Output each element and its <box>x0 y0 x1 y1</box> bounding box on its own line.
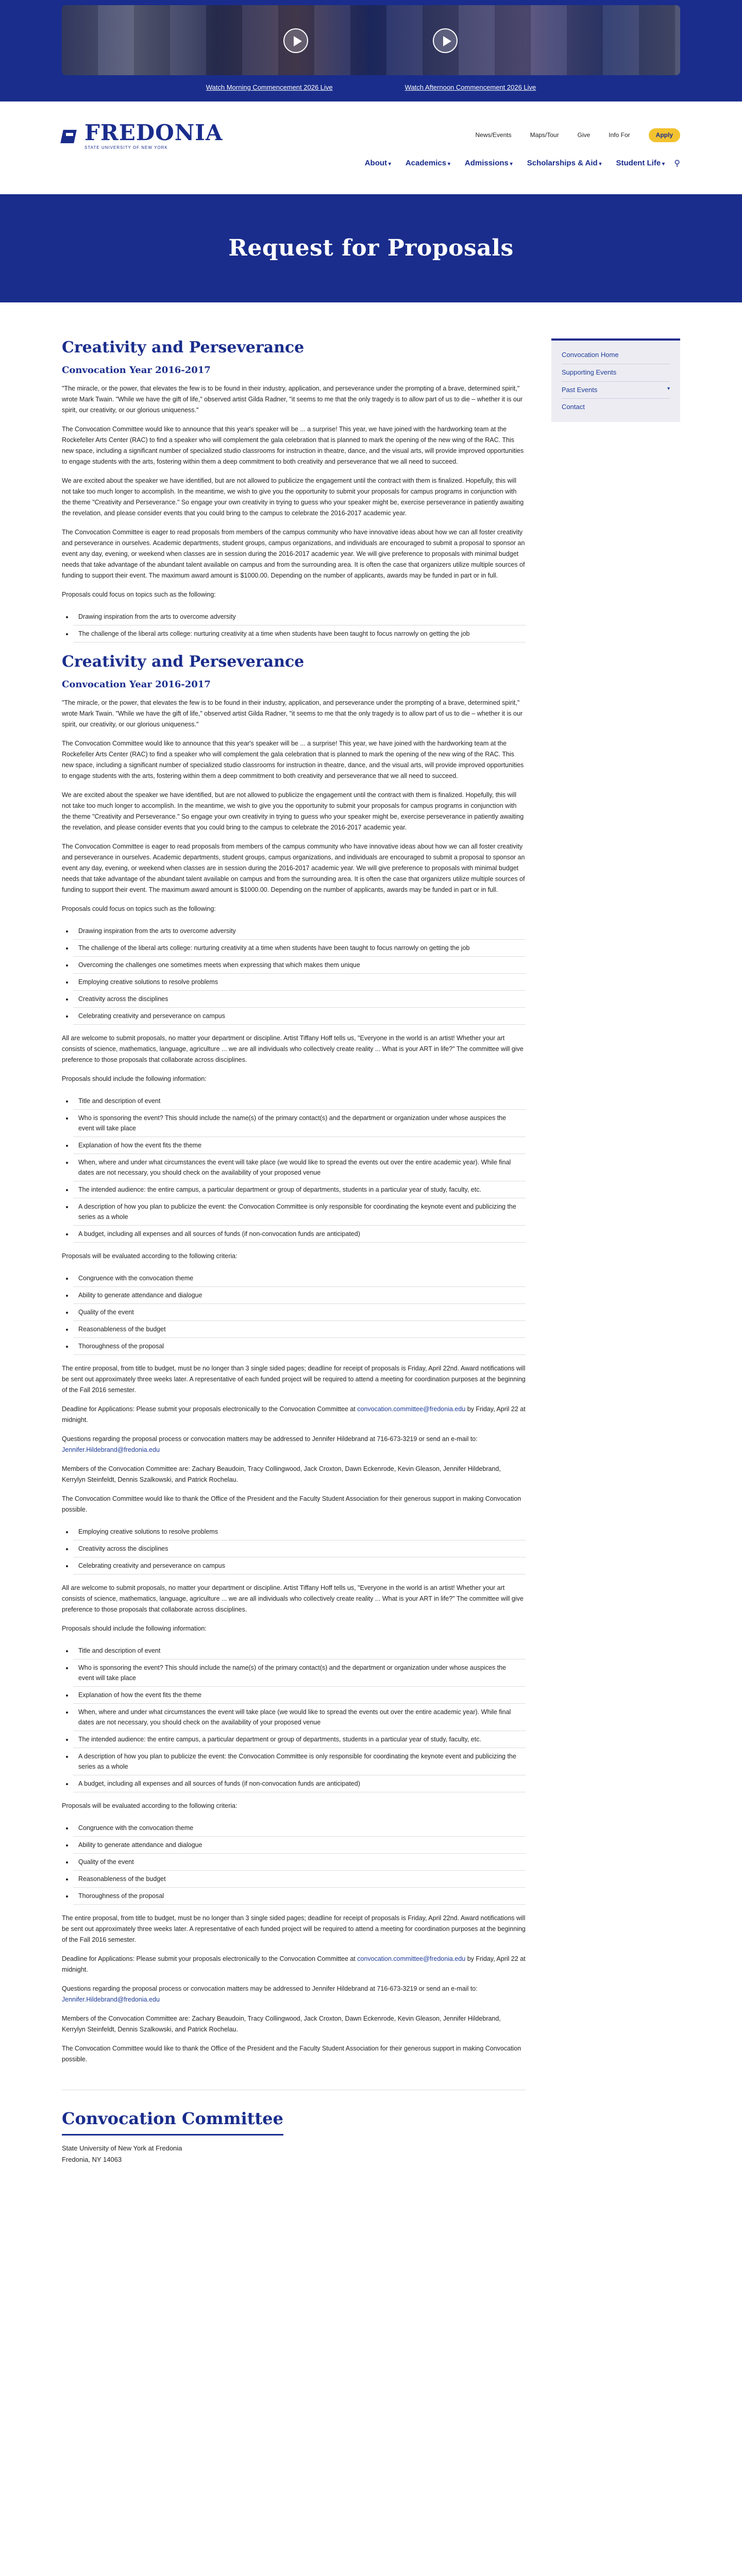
questions-text: Questions regarding the proposal process or convocation matters may be addressed to Jennifer Hildebrand at 716-673-3219 or send an e-mail to: <box>62 1435 478 1443</box>
page-title: Request for Proposals <box>228 234 514 261</box>
committee-block <box>62 2090 526 2165</box>
criteria-list <box>73 1270 526 1355</box>
banner-links <box>0 82 742 93</box>
list-item: • The challenge of the liberal arts college: nurturing creativity at a time when students have been taught to focus narrowly on getting the job <box>73 940 526 957</box>
section-b <box>62 653 526 2065</box>
paragraph: The Convocation Committee would like to announce that this year's speaker will be ... a surprise! This year, we have joined with the hardworking team at the Rockefeller Arts Center (RAC) to find a speaker who will complement the gala celebration that is planned to mark the opening of the new wing of the RAC. This new space, including a significant number of specialized studio classrooms for instruction in theatre, dance, and the visual arts, will provide improved opportunities to engage students with the arts, fostering within them a deep commitment to both creativity and perseverance that we all need to succeed. <box>62 739 524 779</box>
fredonia-logo[interactable] <box>62 122 223 151</box>
hildebrand-email-link[interactable]: Jennifer.Hildebrand@fredonia.edu <box>62 1446 160 1453</box>
banner-photo-strip <box>62 5 680 75</box>
site-header <box>0 101 742 194</box>
section-title: Creativity and Perseverance <box>62 338 305 357</box>
main-nav <box>365 157 665 170</box>
list-item: • Ability to generate attendance and dialogue <box>73 1837 526 1854</box>
sidebar-item-contact[interactable]: Contact <box>562 403 585 411</box>
list-item: • Reasonableness of the budget <box>73 1871 526 1888</box>
list-item: • Explanation of how the event fits the theme <box>73 1687 526 1704</box>
list-item: • Title and description of event <box>73 1642 526 1659</box>
list-item: • Who is sponsoring the event? This should include the name(s) of the primary contact(s) and the department or organization under whose auspices the event will take place <box>73 1659 526 1687</box>
deadline-text: Deadline for Applications: Please submit your proposals electronically to the Convocation Committee at <box>62 1405 358 1413</box>
topic-list <box>73 1523 526 1574</box>
deadline-tail: by Friday, April 22 at midnight. <box>62 1405 526 1423</box>
utility-maps-tour[interactable]: Maps/Tour <box>530 131 559 139</box>
list-item: • When, where and under what circumstances the event will take place (we would like to spread the events out over the entire academic year). While final dates are not necessary, you should check on the availability of your proposed venue <box>73 1704 526 1731</box>
deadline-text: Deadline for Applications: Please submit your proposals electronically to the Convocation Committee at <box>62 1955 358 1962</box>
hildebrand-email-link[interactable]: Jennifer.Hildebrand@fredonia.edu <box>62 1995 160 2003</box>
paragraph: The Convocation Committee would like to thank the Office of the President and the Faculty Student Association for their generous support in making Convocation possible. <box>62 2044 521 2063</box>
paragraph: The entire proposal, from title to budget, must be no longer than 3 single sided pages; deadline for receipt of proposals is Friday, April 22nd. Award notifications will be sent out approximately three weeks later. A representative of each funded project will be required to attend a meeting for coordination purposes at the beginning of the Fall 2016 semester. <box>62 1364 526 1394</box>
watch-afternoon-link[interactable]: Watch Afternoon Commencement 2026 Live <box>404 83 536 91</box>
questions-paragraph <box>62 1984 526 2005</box>
committee-email-link[interactable]: convocation.committee@fredonia.edu <box>357 1955 466 1962</box>
utility-nav <box>476 128 680 142</box>
list-item: • Thoroughness of the proposal <box>73 1338 526 1355</box>
topic-list <box>73 608 526 642</box>
paragraph: Proposals should include the following information: <box>62 1075 207 1082</box>
main-content <box>62 338 526 2165</box>
list-item: • Celebrating creativity and perseverance on campus <box>73 1008 526 1025</box>
nav-scholarships-aid[interactable]: Scholarships & Aid ▾ <box>527 157 602 170</box>
utility-give[interactable]: Give <box>577 131 591 139</box>
list-item: • Ability to generate attendance and dialogue <box>73 1287 526 1304</box>
sidebar-nav <box>551 338 680 422</box>
paragraph: Members of the Convocation Committee are: Zachary Beaudoin, Tracy Collingwood, Jack Croxton, Dawn Eckenrode, Kevin Gleason, Jennifer Hildebrand, Kerrylyn Steinfeldt, Dennis Szalkowski, and Patrick Rochelau. <box>62 1465 501 1483</box>
nav-about[interactable]: About ▾ <box>365 157 391 170</box>
list-item: • A description of how you plan to publicize the event: the Convocation Committee is only responsible for coordinating the keynote event and publicizing the series as a whole <box>73 1198 526 1226</box>
info-list <box>73 1642 526 1792</box>
logo-subtitle: STATE UNIVERSITY OF NEW YORK <box>85 145 168 150</box>
list-item: • When, where and under what circumstances the event will take place (we would like to spread the events out over the entire academic year). While final dates are not necessary, you should check on the availability of your proposed venue <box>73 1154 526 1181</box>
paragraph: The Convocation Committee would like to announce that this year's speaker will be ... a surprise! This year, we have joined with the hardworking team at the Rockefeller Arts Center (RAC) to find a speaker who will complement the gala celebration that is planned to mark the opening of the new wing of the RAC. This new space, including a significant number of specialized studio classrooms for instruction in theatre, dance, and the visual arts, will provide improved opportunities to engage students with the arts, fostering within them a deep commitment to both creativity and perseverance that we all need to succeed. <box>62 425 524 465</box>
content-area <box>0 302 742 2165</box>
nav-student-life[interactable]: Student Life ▾ <box>616 157 665 170</box>
paragraph: All are welcome to submit proposals, no matter your department or discipline. Artist Tiffany Hoff tells us, "Everyone in the world is an artist! Whether your art consists of science, mathematics, language, agriculture ... we are all individuals who collectively create reality ... What is your ART in life?" The committee will give preference to those proposals that collaborate across disciplines. <box>62 1584 524 1613</box>
list-item: • Congruence with the convocation theme <box>73 1820 526 1837</box>
list-item: • A budget, including all expenses and all sources of funds (if non-convocation funds are anticipated) <box>73 1775 526 1792</box>
list-item: • Congruence with the convocation theme <box>73 1270 526 1287</box>
questions-text: Questions regarding the proposal process or convocation matters may be addressed to Jennifer Hildebrand at 716-673-3219 or send an e-mail to: <box>62 1985 478 1992</box>
list-item: • Title and description of event <box>73 1093 526 1110</box>
section-subtitle: Convocation Year 2016-2017 <box>62 365 211 376</box>
page-hero <box>0 194 742 302</box>
utility-news-events[interactable]: News/Events <box>475 131 512 139</box>
watch-morning-link[interactable]: Watch Morning Commencement 2026 Live <box>206 83 333 91</box>
list-item: • A description of how you plan to publicize the event: the Convocation Committee is only responsible for coordinating the keynote event and publicizing the series as a whole <box>73 1748 526 1775</box>
deadline-paragraph <box>62 1404 526 1426</box>
play-icon[interactable] <box>433 28 458 53</box>
sidebar-item-supporting-events[interactable]: Supporting Events <box>562 364 670 382</box>
sidebar-item-past-events[interactable]: Past Events ▾ <box>562 382 670 399</box>
list-item: • Reasonableness of the budget <box>73 1321 526 1338</box>
paragraph: Proposals could focus on topics such as the following: <box>62 905 216 912</box>
paragraph: Members of the Convocation Committee are: Zachary Beaudoin, Tracy Collingwood, Jack Croxton, Dawn Eckenrode, Kevin Gleason, Jennifer Hildebrand, Kerrylyn Steinfeldt, Dennis Szalkowski, and Patrick Rochelau. <box>62 2014 501 2033</box>
section-subtitle: Convocation Year 2016-2017 <box>62 679 211 690</box>
commencement-banner <box>0 0 742 101</box>
logo-mark-icon <box>62 128 79 145</box>
paragraph: The Convocation Committee would like to thank the Office of the President and the Faculty Student Association for their generous support in making Convocation possible. <box>62 1495 521 1513</box>
list-item: • The challenge of the liberal arts college: nurturing creativity at a time when students have been taught to focus narrowly on getting the job <box>73 625 526 642</box>
paragraph: "The miracle, or the power, that elevates the few is to be found in their industry, application, and perseverance under the prompting of a brave, determined spirit," wrote Mark Twain. "While we have the gift of life," observed artist Gilda Radner, "it seems to me that the only tragedy is to allow part of us to die – whether it is our spirit, our creativity, or our glorious uniqueness." <box>62 699 523 728</box>
committee-address-line: Fredonia, NY 14063 <box>62 2155 122 2163</box>
paragraph: The Convocation Committee is eager to read proposals from members of the campus community who have innovative ideas about how we can all foster creativity and perseverance in ourselves. Academic departments, student groups, campus organizations, and individuals are encouraged to submit a proposal to sponsor an event any day, evening, or weekend when classes are in session during the 2016-2017 academic year. We will give preference to proposals with minimal budget needs that take advantage of the abundant talent available on campus and from the surrounding area. It is often the case that organizers utilize multiple sources of funding to support their event. The maximum award amount is $1000.00. Depending on the number of applicants, awards may be funded in part or in full. <box>62 528 525 579</box>
nav-admissions[interactable]: Admissions ▾ <box>465 157 513 170</box>
list-item: • Employing creative solutions to resolve problems <box>73 974 526 991</box>
list-item: • Drawing inspiration from the arts to overcome adversity <box>73 923 526 940</box>
paragraph: Proposals should include the following information: <box>62 1624 207 1632</box>
criteria-list <box>73 1820 526 1905</box>
list-item: • Explanation of how the event fits the theme <box>73 1137 526 1154</box>
apply-button[interactable]: Apply <box>649 128 680 142</box>
search-icon[interactable]: ⚲ <box>674 159 680 168</box>
list-item: • Creativity across the disciplines <box>73 1540 526 1557</box>
paragraph: All are welcome to submit proposals, no matter your department or discipline. Artist Tiffany Hoff tells us, "Everyone in the world is an artist! Whether your art consists of science, mathematics, language, agriculture ... we are all individuals who collectively create reality ... What is your ART in life?" The committee will give preference to those proposals that collaborate across disciplines. <box>62 1034 524 1063</box>
paragraph: The Convocation Committee is eager to read proposals from members of the campus community who have innovative ideas about how we can all foster creativity and perseverance in ourselves. Academic departments, student groups, campus organizations, and individuals are encouraged to submit a proposal to sponsor an event any day, evening, or weekend when classes are in session during the 2016-2017 academic year. We will give preference to proposals with minimal budget needs that take advantage of the abundant talent available on campus and from the surrounding area. It is often the case that organizers utilize multiple sources of funding to support their event. The maximum award amount is $1000.00. Depending on the number of applicants, awards may be funded in part or in full. <box>62 842 525 893</box>
nav-academics[interactable]: Academics ▾ <box>406 157 450 170</box>
list-item: • Quality of the event <box>73 1854 526 1871</box>
paragraph: Proposals could focus on topics such as the following: <box>62 590 216 598</box>
list-item: • The intended audience: the entire campus, a particular department or group of departments, students in a particular year of study, faculty, etc. <box>73 1181 526 1198</box>
deadline-paragraph <box>62 1954 526 1975</box>
paragraph: We are excited about the speaker we have identified, but are not allowed to publicize the engagement until the contract with them is finalized. Hopefully, this will not take too much longer to accomplish. In the meantime, we wish to give you the opportunity to submit your proposals for campus programs in conjunction with the theme "Creativity and Perseverance." So engage your own creativity in trying to guess who your speaker might be, exercise perseverance in patiently awaiting the revelation, and please consider events that you could bring to the campus to celebrate the 2016-2017 academic year. <box>62 477 524 517</box>
section-title: Creativity and Perseverance <box>62 652 305 671</box>
list-item: • Quality of the event <box>73 1304 526 1321</box>
list-item: • The intended audience: the entire campus, a particular department or group of departments, students in a particular year of study, faculty, etc. <box>73 1731 526 1748</box>
questions-paragraph <box>62 1434 526 1455</box>
paragraph: Proposals will be evaluated according to the following criteria: <box>62 1802 238 1809</box>
committee-address-line: State University of New York at Fredonia <box>62 2144 182 2152</box>
play-icon[interactable] <box>283 28 308 53</box>
list-item: • Drawing inspiration from the arts to overcome adversity <box>73 608 526 625</box>
list-item: • Employing creative solutions to resolve problems <box>73 1523 526 1540</box>
list-item: • Who is sponsoring the event? This should include the name(s) of the primary contact(s) and the department or organization under whose auspices the event will take place <box>73 1110 526 1137</box>
paragraph: Proposals will be evaluated according to the following criteria: <box>62 1252 238 1260</box>
committee-email-link[interactable]: convocation.committee@fredonia.edu <box>357 1405 466 1413</box>
list-item: • Creativity across the disciplines <box>73 991 526 1008</box>
list-item: • Celebrating creativity and perseverance on campus <box>73 1557 526 1574</box>
list-item: • Overcoming the challenges one sometimes meets when expressing that which makes them unique <box>73 957 526 974</box>
list-item: • Thoroughness of the proposal <box>73 1888 526 1905</box>
logo-wordmark: FREDONIA <box>85 120 223 145</box>
paragraph: We are excited about the speaker we have identified, but are not allowed to publicize the engagement until the contract with them is finalized. Hopefully, this will not take too much longer to accomplish. In the meantime, we wish to give you the opportunity to submit your proposals for campus programs in conjunction with the theme "Creativity and Perseverance." So engage your own creativity in trying to guess who your speaker might be, exercise perseverance in patiently awaiting the revelation, and please consider events that you could bring to the campus to celebrate the 2016-2017 academic year. <box>62 791 524 831</box>
paragraph: "The miracle, or the power, that elevates the few is to be found in their industry, application, and perseverance under the prompting of a brave, determined spirit," wrote Mark Twain. "While we have the gift of life," observed artist Gilda Radner, "it seems to me that the only tragedy is to allow part of us to die – whether it is our spirit, our creativity, or our glorious uniqueness." <box>62 384 523 414</box>
deadline-tail: by Friday, April 22 at midnight. <box>62 1955 526 1973</box>
committee-title: Convocation Committee <box>62 2106 283 2136</box>
utility-info-for[interactable]: Info For <box>609 131 630 139</box>
list-item: • A budget, including all expenses and all sources of funds (if non-convocation funds are anticipated) <box>73 1226 526 1243</box>
info-list <box>73 1093 526 1243</box>
sidebar-item-convocation-home[interactable]: Convocation Home <box>562 347 670 364</box>
topic-list <box>73 923 526 1025</box>
paragraph: The entire proposal, from title to budget, must be no longer than 3 single sided pages; deadline for receipt of proposals is Friday, April 22nd. Award notifications will be sent out approximately three weeks later. A representative of each funded project will be required to attend a meeting for coordination purposes at the beginning of the Fall 2016 semester. <box>62 1914 526 1943</box>
